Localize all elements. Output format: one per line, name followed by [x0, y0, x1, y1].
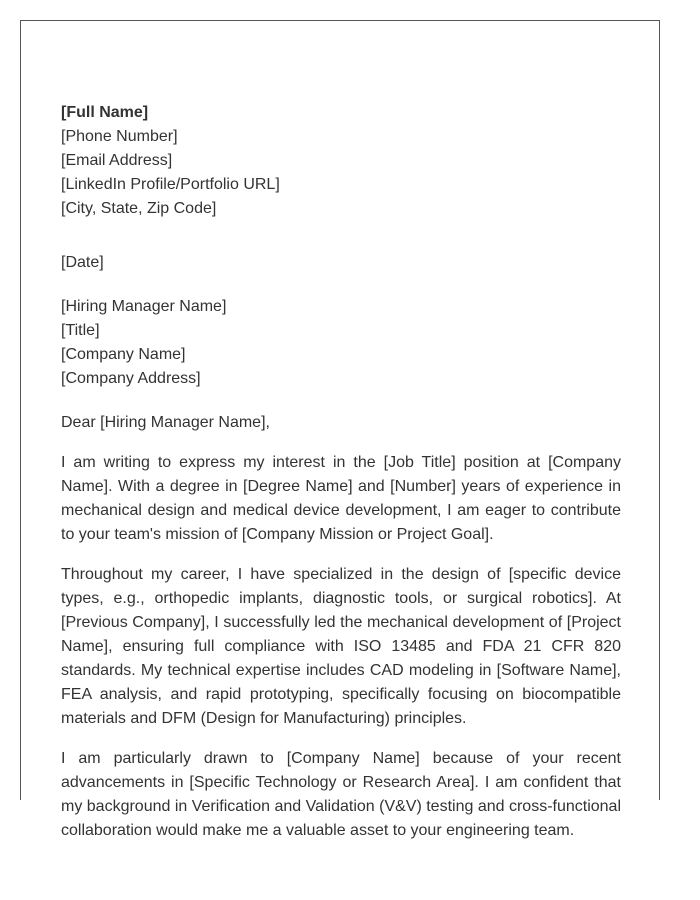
sender-email: [Email Address] — [61, 152, 173, 169]
letter-date: [Date] — [61, 254, 104, 271]
recipient-block — [61, 295, 621, 391]
date-block — [61, 251, 621, 275]
sender-phone: [Phone Number] — [61, 128, 178, 145]
body-paragraph-1: I am writing to express my interest in the [Job Title] position at [Company Name]. With a degree in [Degree Name] and [Number] years of experience in mechanical design and medical device development, I am eager to contribute to your team's mission of [Company Mission or Project Goal]. — [61, 454, 621, 543]
recipient-company-name: [Company Name] — [61, 346, 186, 363]
body-paragraph-2: Throughout my career, I have specialized in the design of [specific device types, e.g., orthopedic implants, diagnostic tools, or surgical robotics]. At [Previous Company], I successfully led the mechanical development of [Project Name], ensuring full compliance with ISO 13485 and FDA 21 CFR 820 standards. My technical expertise includes CAD modeling in [Software Name], FEA analysis, and rapid prototyping, specifically focusing on biocompatible materials and DFM (Design for Manufacturing) principles. — [61, 566, 621, 727]
sender-linkedin: [LinkedIn Profile/Portfolio URL] — [61, 176, 280, 193]
recipient-company-address: [Company Address] — [61, 370, 201, 387]
sender-full-name: [Full Name] — [61, 104, 149, 121]
recipient-manager-name: [Hiring Manager Name] — [61, 298, 227, 315]
letter-page — [20, 20, 660, 839]
recipient-title: [Title] — [61, 322, 100, 339]
sender-block — [61, 101, 621, 221]
sender-city: [City, State, Zip Code] — [61, 200, 217, 217]
letter-content — [61, 101, 621, 859]
body-paragraph-3: I am particularly drawn to [Company Name] because of your recent advancements in [Specific Technology or Research Area]. I am confident that my background in Verification and Validation (V&V) testing and cross-functional collaboration would make me a valuable asset to your engineering team. — [61, 750, 622, 839]
salutation: Dear [Hiring Manager Name], — [61, 414, 270, 431]
